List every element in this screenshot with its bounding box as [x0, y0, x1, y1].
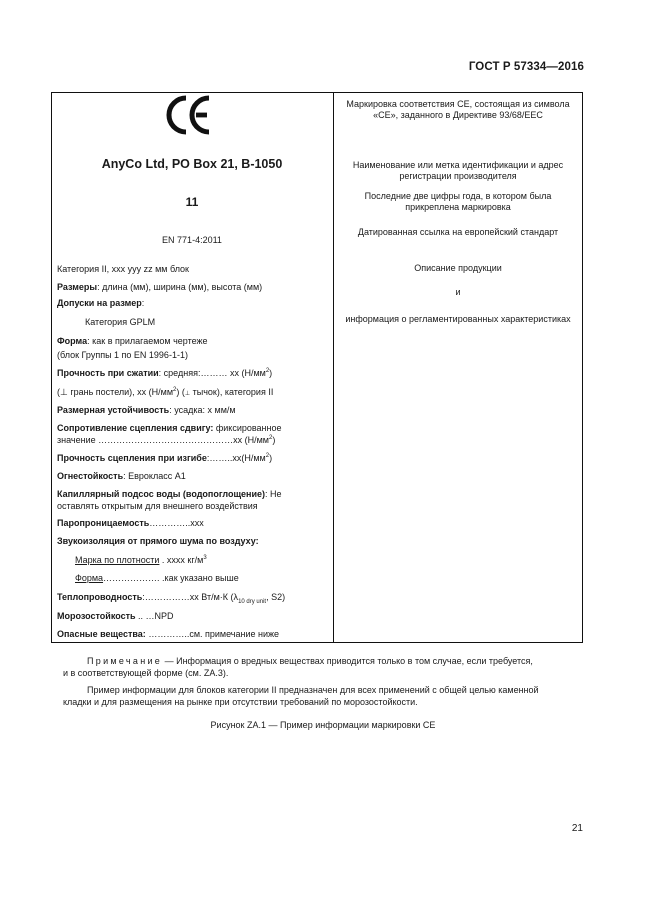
compressive2-sup: 2	[173, 387, 177, 393]
note-line-1	[87, 656, 533, 667]
tolerances-row	[57, 298, 144, 309]
right-desc-and: и	[455, 287, 461, 297]
frost-label: Морозостойкость	[57, 611, 136, 621]
ce-mark-logo	[166, 95, 216, 135]
year-digits: 11	[185, 195, 199, 209]
right-desc-product: Описание продукции	[414, 263, 502, 273]
form-value: : как в прилагаемом чертеже	[87, 336, 208, 346]
shape-value: ………………. .как указано выше	[103, 573, 239, 583]
shape-row	[75, 573, 239, 584]
flexural-value: :……..xx(Н/мм	[206, 453, 266, 463]
hazardous-label: Опасные вещества:	[57, 629, 146, 639]
note-text: — Информация о вредных веществах приводится только в том случае, если требуется,	[162, 656, 533, 666]
fire-value: : Еврокласс А1	[123, 471, 186, 481]
density-label: Марка по плотности	[75, 555, 160, 565]
density-value: . xxxx кг/м	[159, 555, 204, 565]
water-value: : Не	[265, 489, 282, 499]
thermal-label: Теплопроводность	[57, 592, 143, 602]
compressive-row-2	[57, 387, 273, 400]
hazardous-value: …………..см. примечание ниже	[145, 629, 280, 639]
compressive-value: : средняя:……… xx (Н/мм	[158, 368, 266, 378]
thermal-close: , S2)	[266, 592, 286, 602]
form-row	[57, 336, 208, 347]
right-desc-standard: Датированная ссылка на европейский стандарт	[357, 227, 559, 237]
ce-mark-c	[169, 98, 186, 132]
form-note: (блок Группы 1 по EN 1996-1-1)	[57, 350, 188, 360]
figure-caption: Рисунок ZA.1 — Пример информации маркировки СЕ	[210, 720, 436, 730]
fire-row	[57, 471, 186, 482]
manufacturer-name: AnyCo Ltd, PO Box 21, B-1050	[101, 157, 283, 171]
shear-label: Сопротивление сцепления сдвигу:	[57, 423, 214, 433]
density-sup: 3	[203, 555, 207, 561]
water-row-2: оставлять открытым для внешнего воздействия	[57, 501, 258, 511]
note-label: Примечание	[87, 656, 163, 666]
frost-value: .. …NPD	[135, 611, 174, 621]
shear-row	[57, 423, 282, 434]
water-label: Капиллярный подсос воды (водопоглощение)	[57, 489, 266, 499]
product-category: Категория II, xxx yyy zz мм блок	[57, 264, 189, 274]
right-desc-year: Последние две цифры года, в котором была прикреплена маркировка	[364, 191, 552, 212]
tolerances-label: Допуски на размер	[57, 298, 142, 308]
stability-row	[57, 405, 236, 416]
form-label: Форма	[57, 336, 88, 346]
thermal-value: :……………xx Вт/м·К (λ	[142, 592, 239, 602]
compressive2-b: ) (	[176, 387, 185, 397]
density-row	[75, 555, 207, 566]
flexural-sup: 2	[265, 453, 270, 459]
stability-value: : усадка: x мм/м	[169, 405, 236, 415]
standard-header: ГОСТ Р 57334—2016	[468, 61, 584, 73]
sound-label: Звукоизоляция от прямого шума по воздуху:	[57, 536, 259, 546]
flexural-close: )	[269, 453, 273, 463]
example-line-2: кладки и для размещения на рынке при отсутствии требований по морозостойкости.	[63, 697, 418, 707]
ce-mark-e-bar	[196, 113, 207, 118]
shear-row-2	[57, 435, 275, 446]
compressive2-a: (⊥ грань постели), xx (Н/мм	[57, 387, 174, 397]
standard-reference: EN 771-4:2011	[162, 235, 222, 245]
page-number: 21	[571, 823, 583, 834]
thermal-sub: 10 dry unit	[238, 598, 267, 605]
perpendicular-symbol: ⊥	[184, 391, 191, 397]
stability-label: Размерная устойчивость	[57, 405, 170, 415]
dimensions-value: : длина (мм), ширина (мм), высота (мм)	[97, 282, 263, 292]
flexural-row	[57, 453, 272, 464]
thermal-row	[57, 592, 285, 603]
compressive-label: Прочность при сжатии	[57, 368, 159, 378]
right-desc-characteristics: информация о регламентированных характеристиках	[345, 314, 571, 324]
shape-label: Форма	[75, 573, 104, 583]
flexural-label: Прочность сцепления при изгибе	[57, 453, 207, 463]
vapour-row	[57, 518, 204, 529]
shear-value: фиксированное	[213, 423, 282, 433]
dimensions-label: Размеры	[57, 282, 98, 292]
compressive-close: )	[269, 368, 273, 378]
compressive2-c: тычок), категория II	[190, 387, 274, 397]
hazardous-row	[57, 629, 279, 640]
vapour-value: …………..xxx	[149, 518, 204, 528]
vapour-label: Паропроницаемость	[57, 518, 150, 528]
tolerances-colon: :	[141, 298, 145, 308]
water-row	[57, 489, 282, 500]
shear2-b: )	[272, 435, 276, 445]
compressive-row	[57, 368, 272, 379]
tolerance-category: Категория GPLM	[85, 317, 156, 327]
table-column-divider	[333, 92, 334, 643]
right-desc-ce-mark: Маркировка соответствия СЕ, состоящая из символа «СЕ», заданного в Директиве 93/68/ЕЕС	[346, 99, 570, 120]
compressive-sup: 2	[265, 368, 270, 374]
shear2-sup: 2	[268, 435, 273, 441]
dimensions-row	[57, 282, 262, 293]
example-line-1: Пример информации для блоков категории II предназначен для всех применений с общей целью каменной	[87, 685, 539, 695]
right-desc-manufacturer: Наименование или метка идентификации и адрес регистрации производителя	[352, 160, 564, 181]
shear2-a: значение ………………………………………xx (Н/мм	[57, 435, 269, 445]
frost-row	[57, 611, 174, 622]
note-line-2: и в соответствующей форме (см. ZA.3).	[63, 668, 229, 678]
fire-label: Огнестойкость	[57, 471, 124, 481]
